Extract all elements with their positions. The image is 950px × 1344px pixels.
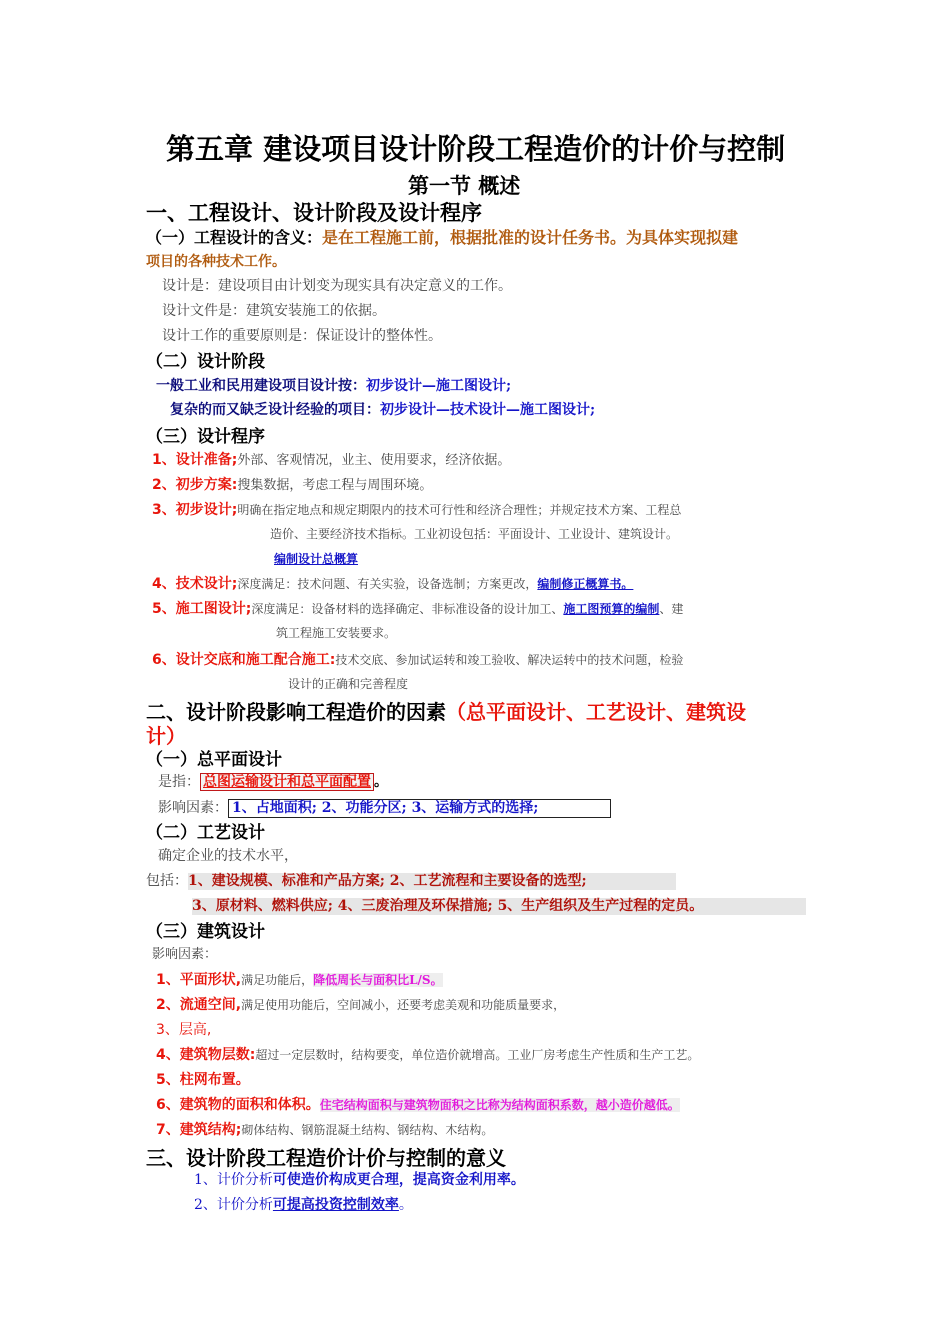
revised-estimate-link: 编制修正概算书。 bbox=[537, 577, 634, 591]
includes-line-2: 3、原材料、燃料供应; 4、三废治理及环保措施; 5、生产组织及生产过程的定员。 bbox=[192, 898, 806, 915]
definition-text: 是在工程施工前，根据批准的设计任务书。为具体实现拟建 bbox=[322, 228, 739, 247]
stage-label: 一般工业和民用建设项目设计按： bbox=[156, 378, 366, 394]
site-plan-definition bbox=[158, 774, 388, 791]
definition-text-cont: 项目的各种技术工作。 bbox=[146, 254, 286, 270]
item-text: 深度满足：技术问题、有关实验，设备选制；方案更改， bbox=[237, 577, 538, 591]
factor-text: 超过一定层数时，结构要变，单位造价就增高。工业厂房考虑生产性质和生产工艺。 bbox=[255, 1048, 700, 1062]
item-text-cont: 设计的正确和完善程度 bbox=[288, 677, 409, 691]
site-plan-factors bbox=[158, 799, 611, 818]
stage-value: 初步设计—技术设计—施工图设计; bbox=[380, 402, 596, 418]
paragraph: 设计工作的重要原则是：保证设计的整体性。 bbox=[162, 328, 442, 344]
procedure-item-6 bbox=[152, 652, 683, 669]
factor-label: 4、建筑物层数: bbox=[156, 1047, 256, 1063]
item-text: 技术交底、参加试运转和竣工验收、解决运转中的技术问题，检验 bbox=[335, 653, 684, 667]
subsection-head-1-2: （二）设计阶段 bbox=[146, 352, 265, 372]
factor-label: 2、流通空间, bbox=[156, 997, 242, 1013]
design-stage-line-2 bbox=[170, 402, 595, 419]
def-value: 总图运输设计和总平面配置 bbox=[200, 773, 374, 791]
building-factor-5: 5、柱网布置。 bbox=[156, 1072, 250, 1088]
design-stage-line-1 bbox=[156, 378, 511, 395]
procedure-item-4 bbox=[152, 576, 633, 593]
item-label: 5、施工图设计; bbox=[152, 601, 252, 617]
significance-text: 可使造价构成更合理，提高资金利用率。 bbox=[272, 1172, 525, 1188]
heading-3: 三、设计阶段工程造价计价与控制的意义 bbox=[146, 1146, 506, 1170]
factor-label: 1、平面形状, bbox=[156, 972, 242, 988]
factor-text: 砌体结构、钢筋混凝土结构、钢结构、木结构。 bbox=[241, 1123, 494, 1137]
item-label: 2、初步方案: bbox=[152, 477, 238, 493]
factors-value: 1、占地面积; 2、功能分区; 3、运输方式的选择; bbox=[228, 799, 611, 818]
subsection-head-2-1: （一）总平面设计 bbox=[146, 750, 282, 770]
factor-text: 满足使用功能后，空间减小，还要考虑美观和功能质量要求， bbox=[241, 998, 566, 1012]
item-text: 外部、客观情况，业主、使用要求，经济依据。 bbox=[237, 453, 511, 468]
procedure-item-2 bbox=[152, 477, 432, 494]
subsection-head-1-3: （三）设计程序 bbox=[146, 427, 265, 447]
factors-label: 影响因素： bbox=[158, 800, 228, 816]
paragraph: 设计文件是：建筑安装施工的依据。 bbox=[162, 303, 386, 319]
subsection-1-1 bbox=[146, 228, 738, 247]
building-factor-1 bbox=[156, 972, 443, 989]
def-end: 。 bbox=[374, 774, 388, 790]
stage-value: 初步设计—施工图设计; bbox=[366, 378, 512, 394]
page-title: 第五章 建设项目设计阶段工程造价的计价与控制 bbox=[166, 132, 786, 166]
subsection-head: （一）工程设计的含义： bbox=[146, 228, 323, 247]
budget-link: 施工图预算的编制 bbox=[563, 602, 660, 616]
item-text: 搜集数据，考虑工程与周围环境。 bbox=[237, 478, 433, 493]
factor-highlight: 住宅结构面积与建筑物面积之比称为结构面积系数，越小造价越低。 bbox=[319, 1098, 680, 1112]
procedure-item-3 bbox=[152, 502, 681, 519]
paragraph: 确定企业的技术水平， bbox=[158, 848, 298, 864]
includes-label: 包括： bbox=[146, 873, 188, 889]
item-text: 明确在指定地点和规定期限内的技术可行性和经济合理性；并规定技术方案、工程总 bbox=[237, 503, 682, 517]
building-factor-3: 3、层高, bbox=[156, 1022, 212, 1038]
significance-prefix: 2、计价分析 bbox=[194, 1197, 273, 1213]
heading-2 bbox=[146, 700, 746, 724]
heading-2-note-cont: 计） bbox=[146, 724, 186, 748]
significance-2 bbox=[194, 1197, 413, 1214]
item-text: 深度满足：设备材料的选择确定、非标准设备的设计加工、 bbox=[251, 602, 564, 616]
factor-highlight: 降低周长与面积比L/S。 bbox=[313, 973, 443, 987]
section-title: 第一节 概述 bbox=[408, 174, 521, 198]
significance-text: 可提高投资控制效率 bbox=[272, 1197, 399, 1213]
heading-2-note: （总平面设计、工艺设计、建筑设 bbox=[446, 700, 746, 724]
building-factor-7 bbox=[156, 1122, 493, 1139]
significance-end: 。 bbox=[398, 1197, 413, 1213]
estimate-link: 编制设计总概算 bbox=[274, 552, 359, 566]
item-label: 3、初步设计; bbox=[152, 502, 238, 518]
def-label: 是指： bbox=[158, 774, 200, 790]
heading-2-text: 二、设计阶段影响工程造价的因素 bbox=[146, 700, 446, 724]
subsection-head-2-2: （二）工艺设计 bbox=[146, 823, 265, 843]
building-factor-6 bbox=[156, 1097, 680, 1114]
factor-label: 6、建筑物的面积和体积。 bbox=[156, 1097, 320, 1113]
item-label: 6、设计交底和施工配合施工: bbox=[152, 652, 336, 668]
paragraph: 影响因素： bbox=[152, 947, 218, 962]
item-text: 、建 bbox=[659, 602, 684, 616]
building-factor-2 bbox=[156, 997, 565, 1014]
subsection-head-2-3: （三）建筑设计 bbox=[146, 922, 265, 942]
includes-line-1: 1、建设规模、标准和产品方案; 2、工艺流程和主要设备的选型; bbox=[188, 873, 676, 890]
heading-1: 一、工程设计、设计阶段及设计程序 bbox=[146, 201, 482, 225]
significance-prefix: 1、计价分析 bbox=[194, 1172, 273, 1188]
item-text-cont: 造价、主要经济技术指标。工业初设包括：平面设计、工业设计、建筑设计。 bbox=[270, 527, 679, 541]
procedure-item-1 bbox=[152, 452, 510, 469]
item-text-cont: 筑工程施工安装要求。 bbox=[276, 626, 397, 640]
procedure-item-5 bbox=[152, 601, 683, 618]
factor-label: 7、建筑结构; bbox=[156, 1122, 242, 1138]
process-design-includes bbox=[146, 873, 676, 890]
stage-label: 复杂的而又缺乏设计经验的项目： bbox=[170, 402, 380, 418]
paragraph: 设计是：建设项目由计划变为现实具有决定意义的工作。 bbox=[162, 278, 512, 294]
item-label: 4、技术设计; bbox=[152, 576, 238, 592]
factor-text: 满足功能后， bbox=[241, 973, 314, 987]
item-label: 1、设计准备; bbox=[152, 452, 238, 468]
building-factor-4 bbox=[156, 1047, 699, 1064]
significance-1 bbox=[194, 1172, 525, 1189]
